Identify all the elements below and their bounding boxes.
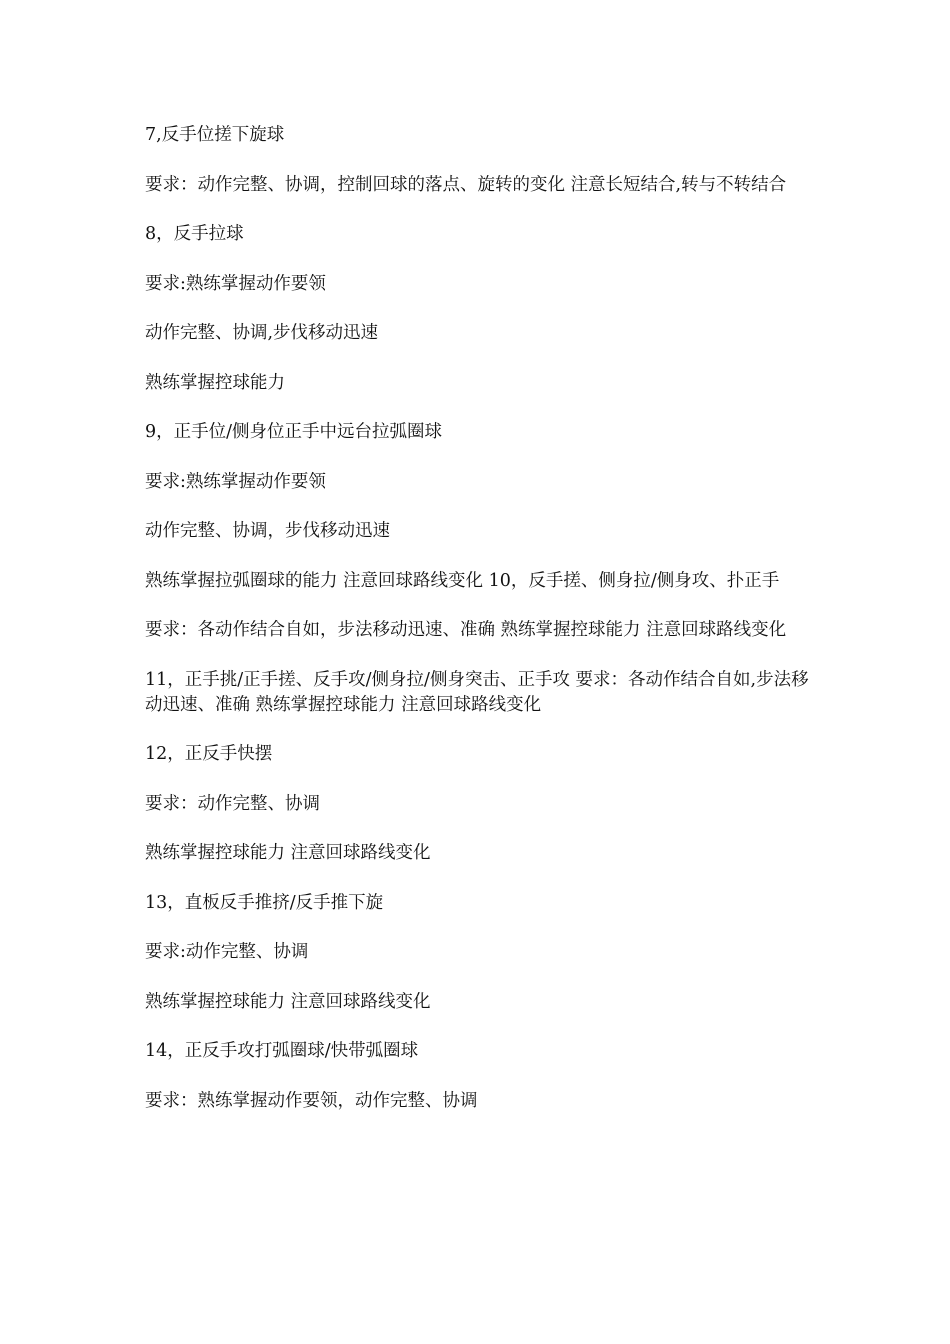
paragraph: 熟练掌握控球能力 注意回球路线变化 (145, 843, 431, 863)
paragraph: 7,反手位搓下旋球 (145, 125, 285, 145)
paragraph: 14，正反手攻打弧圈球/快带弧圈球 (145, 1041, 419, 1061)
paragraph: 动作完整、协调,步伐移动迅速 (145, 323, 379, 343)
paragraph: 动作完整、协调，步伐移动迅速 (145, 521, 390, 541)
paragraph: 熟练掌握控球能力 注意回球路线变化 (145, 991, 431, 1012)
paragraph: 要求：动作完整、协调 (145, 793, 320, 814)
paragraph: 要求:熟练掌握动作要领 (145, 273, 326, 294)
paragraph: 12，正反手快摆 (145, 744, 273, 764)
paragraph: 要求：各动作结合自如，步法移动迅速、准确 熟练掌握控球能力 注意回球路线变化 (145, 620, 787, 640)
paragraph: 要求:动作完整、协调 (145, 942, 309, 962)
paragraph: 熟练掌握拉弧圈球的能力 注意回球路线变化 10，反手搓、侧身拉/侧身攻、扑正手 (145, 570, 780, 591)
paragraph: 要求：动作完整、协调，控制回球的落点、旋转的变化 注意长短结合,转与不转结合 (145, 174, 787, 195)
document-body (145, 123, 810, 1138)
paragraph: 11，正手挑/正手搓、反手攻/侧身拉/侧身突击、正手攻 要求：各动作结合自如,步法移动迅速、准确 熟练掌握控球能力 注意回球路线变化 (145, 669, 809, 715)
paragraph: 要求:熟练掌握动作要领 (145, 471, 326, 492)
paragraph: 13，直板反手推挤/反手推下旋 (145, 892, 384, 913)
paragraph: 熟练掌握控球能力 (145, 372, 285, 393)
paragraph: 9，正手位/侧身位正手中远台拉弧圈球 (145, 422, 443, 442)
paragraph: 要求：熟练掌握动作要领，动作完整、协调 (145, 1090, 478, 1111)
paragraph: 8，反手拉球 (145, 224, 244, 244)
